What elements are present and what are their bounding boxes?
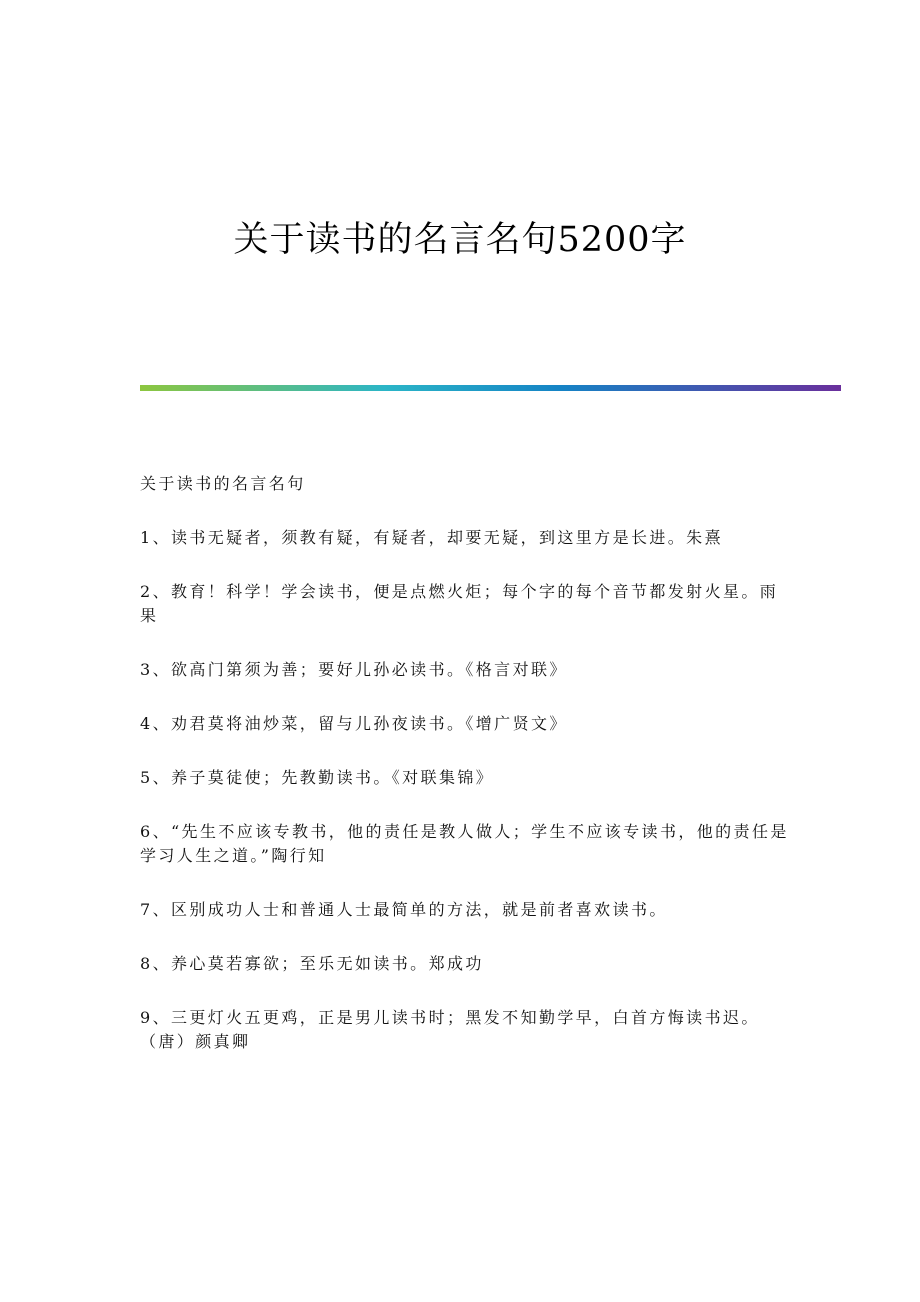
document-title: 关于读书的名言名句5200字 (233, 220, 687, 260)
quote-4: 4、劝君莫将油炒菜，留与儿孙夜读书。《增广贤文》 (140, 714, 568, 733)
quote-6: 6、“先生不应该专教书，他的责任是教人做人；学生不应该专读书，他的责任是学习人生之道。”陶行知 (140, 822, 789, 865)
quote-1: 1、读书无疑者，须教有疑，有疑者，却要无疑，到这里方是长进。朱熹 (140, 528, 723, 547)
quote-7: 7、区别成功人士和普通人士最简单的方法，就是前者喜欢读书。 (140, 900, 668, 919)
quote-3: 3、欲高门第须为善；要好儿孙必读书。《格言对联》 (140, 660, 568, 679)
quote-8: 8、养心莫若寡欲；至乐无如读书。郑成功 (140, 954, 484, 973)
quote-2: 2、教育！科学！学会读书，便是点燃火炬；每个字的每个音节都发射火星。雨果 (140, 582, 779, 625)
quote-5: 5、养子莫徒使；先教勤读书。《对联集锦》 (140, 768, 495, 787)
quote-9: 9、三更灯火五更鸡，正是男儿读书时；黑发不知勤学早，白首方悔读书迟。（唐）颜真卿 (140, 1008, 760, 1051)
gradient-divider (140, 385, 841, 391)
document-body (140, 460, 790, 1054)
section-heading: 关于读书的名言名句 (140, 474, 306, 493)
